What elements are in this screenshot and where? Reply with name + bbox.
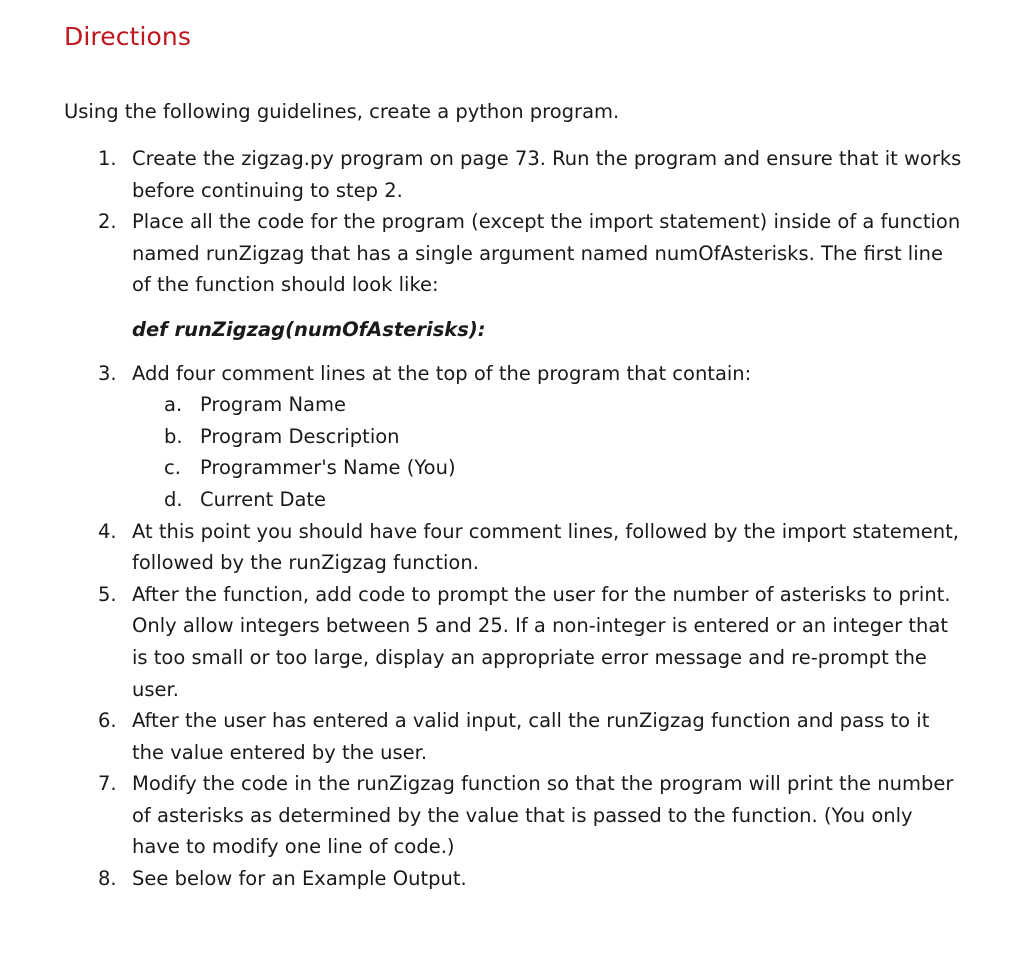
step-number: 2. [98,210,117,234]
step-text: At this point you should have four comment lines, followed by the import statement, followed by the runZigzag function. [132,519,959,575]
step-text: See below for an Example Output. [132,867,467,891]
sublist-text: Current Date [200,487,327,511]
sublist-item [132,484,964,516]
comment-lines-sublist [132,389,964,515]
intro-paragraph: Using the following guidelines, create a python program. [64,100,620,123]
function-signature-code: def runZigzag(numOfAsterisks): [132,317,486,341]
directions-list [0,143,1024,895]
sublist-item [132,389,964,421]
step-text: Create the zigzag.py program on page 73. Run the program and ensure that it works before continuing to step 2. [132,147,962,202]
sublist-item [132,421,964,453]
step-number: 1. [98,147,117,170]
list-item-step-3 [0,358,1024,516]
step-number: 3. [98,361,117,385]
sublist-letter: a. [164,393,183,417]
step-number: 8. [98,867,117,891]
step-number: 7. [98,772,117,796]
sublist-letter: c. [164,456,181,480]
sublist-text: Program Description [200,424,400,448]
step-text: Add four comment lines at the top of the program that contain: [132,361,752,385]
list-item-step-6 [0,705,1024,768]
step-text: After the function, add code to prompt the user for the number of asterisks to print. Only allow integers between 5 and 25. If a non-integer is entered or an integer that is too small or too large, display an appropriate error message and re-prompt the user. [132,582,951,701]
section-heading: Directions [64,22,191,51]
list-item-step-7 [0,768,1024,863]
step-number: 5. [98,582,117,606]
list-item-step-5 [0,579,1024,705]
list-item-step-2 [0,206,1024,345]
step-number: 4. [98,519,117,543]
step-number: 6. [98,709,117,733]
sublist-item [132,452,964,484]
step-text: Place all the code for the program (except the import statement) inside of a function named runZigzag that has a single argument named numOfAsterisks. The first line of the function should look like: [132,210,961,297]
step-text: After the user has entered a valid input, call the runZigzag function and pass to it the value entered by the user. [132,709,930,764]
list-item-step-4 [0,516,1024,579]
step-text: Modify the code in the runZigzag function so that the program will print the number of asterisks as determined by the value that is passed to the function. (You only have to modify one line of code.) [132,772,954,859]
sublist-letter: d. [164,487,183,511]
sublist-letter: b. [164,424,183,448]
list-item-step-1 [0,143,1024,206]
list-item-step-8 [0,863,1024,895]
sublist-text: Programmer's Name (You) [200,456,456,480]
sublist-text: Program Name [200,393,347,417]
